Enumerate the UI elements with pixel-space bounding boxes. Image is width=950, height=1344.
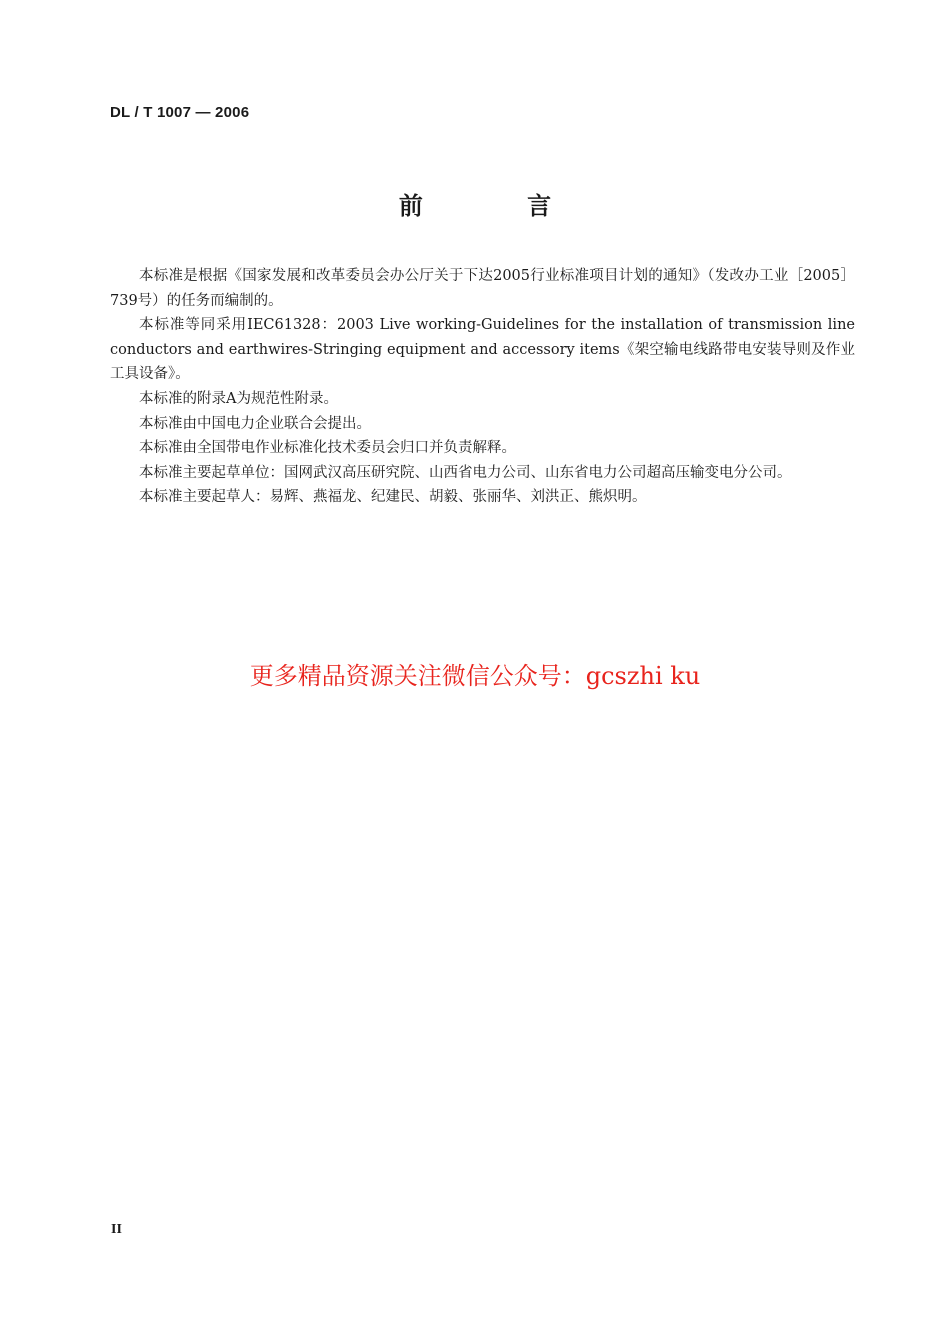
page-title: 前 言: [398, 192, 600, 220]
paragraph-responsible: 本标准由全国带电作业标准化技术委员会归口并负责解释。: [139, 440, 516, 457]
paragraph-drafters: 本标准主要起草人：易辉、燕福龙、纪建民、胡毅、张丽华、刘洪正、熊炽明。: [139, 489, 647, 506]
paragraph-adoption: 本标准等同采用IEC61328：2003 Live working-Guidelines for the installation of transmission line conductors and earthwires-Stringing equipment and accessory items《架空输电线路带电安装导则及作业工具设备》。: [110, 317, 855, 383]
document-code: DL / T 1007 — 2006: [110, 104, 250, 121]
paragraph-basis: 本标准是根据《国家发展和改革委员会办公厅关于下达2005行业标准项目计划的通知》（发改办工业［2005］739号）的任务而编制的。: [110, 268, 855, 309]
wechat-notice: 更多精品资源关注微信公众号：gcszhi ku: [249, 662, 701, 690]
preface-body: [110, 264, 855, 510]
page-number: II: [111, 1222, 122, 1237]
paragraph-proposer: 本标准由中国电力企业联合会提出。: [139, 415, 371, 432]
paragraph-drafting-units: 本标准主要起草单位：国网武汉高压研究院、山西省电力公司、山东省电力公司超高压输变电分公司。: [139, 464, 792, 481]
paragraph-appendix: 本标准的附录A为规范性附录。: [139, 390, 338, 407]
